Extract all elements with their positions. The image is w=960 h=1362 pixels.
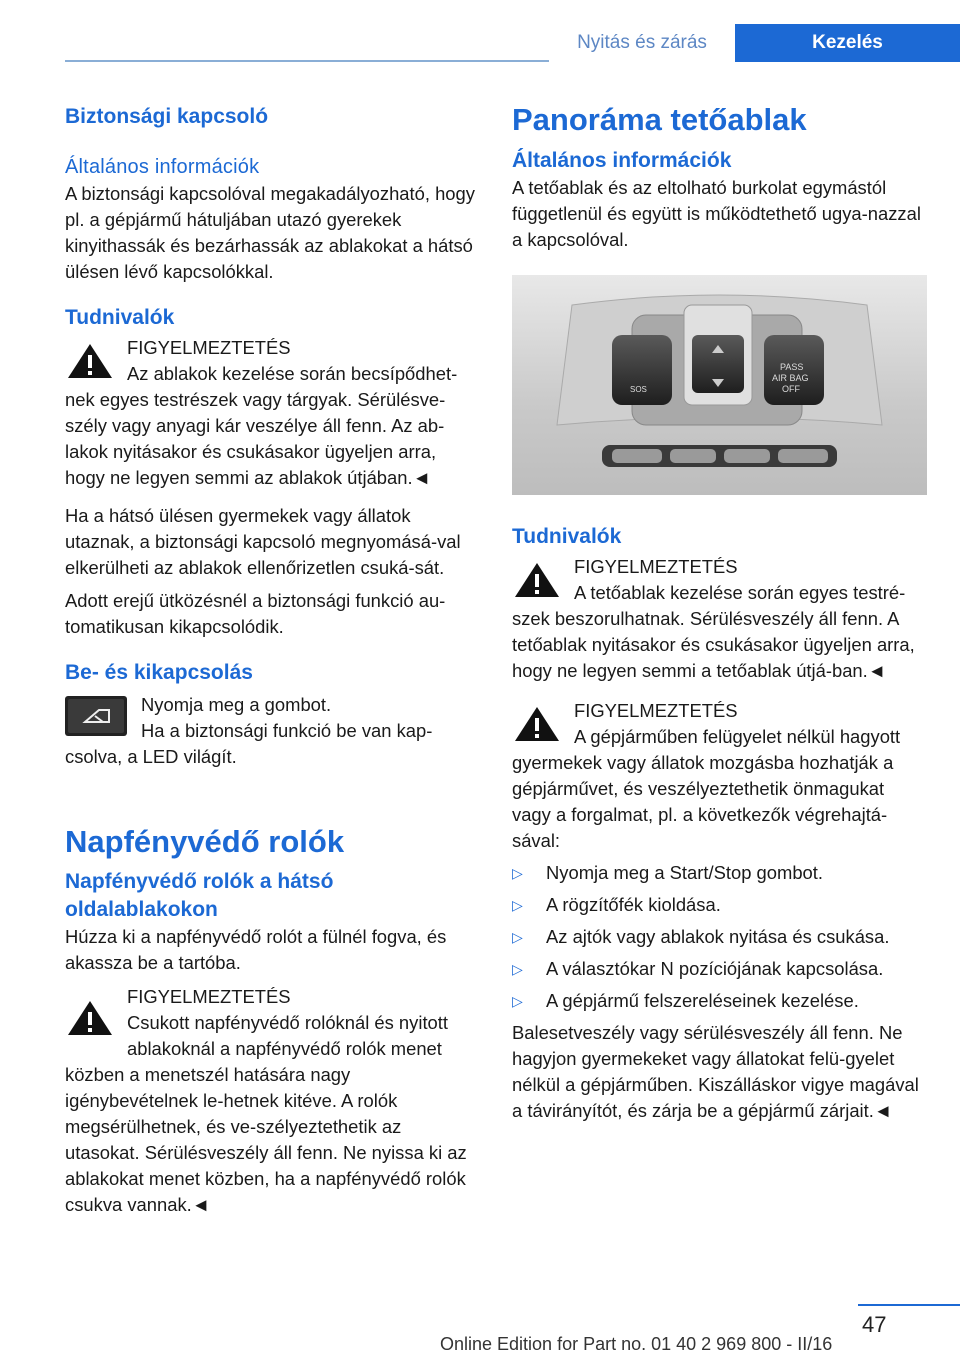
- heading-sun-blinds-rear: Napfényvédő rolók a hátsó oldalablakokon: [65, 870, 334, 921]
- list-item: [512, 988, 927, 1014]
- warning-block: [512, 698, 927, 854]
- header-chapter-tab: Kezelés: [735, 24, 960, 62]
- warning-text: Az ablakok kezelése során becsípődhet-nek egyes testrészek vagy tárgyak. Sérülésve-szély vagy anyagi kár veszélye áll fenn. Az ab-lakok nyitásakor és csukásakor ügyeljen arra, hogy ne legyen semmi az ablakok útjában.◄: [65, 363, 458, 488]
- heading-on-off: Be- és kikapcsolás: [65, 661, 253, 684]
- pass-label: PASS: [780, 362, 804, 372]
- warning-text: A gépjárműben felügyelet nélkül hagyott gyermekek vagy állatok mozgásba hozhatják a gépjárművet, és veszélyeztethetik önmagukat vagy a forgalmat, pl. a következők végrehajtá-sával:: [512, 726, 901, 851]
- heading-safety-switch: Biztonsági kapcsoló: [65, 105, 269, 128]
- page-number: 47: [862, 1312, 887, 1337]
- warning-title: FIGYELMEZTETÉS: [127, 337, 291, 358]
- warning-title: FIGYELMEZTETÉS: [127, 986, 291, 1007]
- roof-switch-photo: [512, 275, 927, 495]
- warning-triangle-icon: [65, 341, 115, 381]
- warning-block: [65, 335, 480, 491]
- list-item-text: A választókar N pozíciójának kapcsolása.: [546, 958, 884, 979]
- paragraph-children: Ha a hátsó ülésen gyermekek vagy állatok utaznak, a biztonsági kapcsoló megnyomásá-val elkerülheti az ablakok ellenőrizetlen csuká-sát.: [65, 505, 461, 578]
- left-column: [65, 100, 480, 1218]
- onoff-step2: Ha a biztonsági funkció be van kap-csolva, a LED világít.: [65, 720, 433, 767]
- bullet-triangle-icon: ▷: [512, 897, 523, 913]
- list-item: [512, 956, 927, 982]
- bullet-triangle-icon: ▷: [512, 929, 523, 945]
- list-item-text: A gépjármű felszereléseinek kezelése.: [546, 990, 859, 1011]
- paragraph-general: A tetőablak és az eltolható burkolat egymástól függetlenül és együtt is működtethető ugya-nazzal a kapcsolóval.: [512, 177, 921, 250]
- bullet-list: [512, 860, 927, 1014]
- heading-general-info: Általános információk: [65, 156, 260, 178]
- bullet-triangle-icon: ▷: [512, 993, 523, 1009]
- heading-notes: Tudnivalók: [512, 525, 622, 548]
- paragraph-sun-blinds: Húzza ki a napfényvédő rolót a fülnél fogva, és akassza be a tartóba.: [65, 926, 447, 973]
- warning-triangle-icon: [512, 704, 562, 744]
- warning-text: Csukott napfényvédő rolóknál és nyitott ablakoknál a napfényvédő rolók menet közben a menetszél hatására nagy igénybevételnek le-hetnek kitéve. A rolók megsérülhetnek, és ve-szélyeztethetik az utasokat. Sérülésveszély áll fenn. Ne nyissa ki az ablakokat menet közben, ha a napfényvédő rolók csukva vannak.◄: [65, 1012, 467, 1215]
- switch-instruction: [65, 692, 480, 770]
- off-label: OFF: [782, 384, 800, 394]
- list-item: [512, 924, 927, 950]
- bullet-triangle-icon: ▷: [512, 961, 523, 977]
- onoff-step1: Nyomja meg a gombot.: [141, 694, 332, 715]
- heading-sun-blinds: Napfényvédő rolók: [65, 824, 345, 859]
- footer-rule: [858, 1304, 960, 1306]
- list-item-text: Az ajtók vagy ablakok nyitása és csukása.: [546, 926, 890, 947]
- heading-notes: Tudnivalók: [65, 306, 175, 329]
- header-section-tab: Nyitás és zárás: [549, 24, 735, 62]
- list-item-text: A rögzítőfék kioldása.: [546, 894, 721, 915]
- bullet-triangle-icon: ▷: [512, 865, 523, 881]
- sos-label: SOS: [630, 385, 647, 394]
- window-lock-switch-icon: [65, 696, 127, 736]
- right-column: [512, 100, 927, 1124]
- warning-title: FIGYELMEZTETÉS: [574, 700, 738, 721]
- overhead-console-illustration: [512, 275, 927, 495]
- warning-block: [512, 554, 927, 684]
- edition-footer: Online Edition for Part no. 01 40 2 969 800 - II/16: [440, 1334, 833, 1354]
- warning-text: A tetőablak kezelése során egyes testré-szek beszorulhatnak. Sérülésveszély áll fenn. A tetőablak nyitásakor és csukásakor ügyeljen arra, hogy ne legyen semmi a tetőablak útjá-ban.◄: [512, 582, 915, 681]
- list-item: [512, 860, 927, 886]
- list-item-text: Nyomja meg a Start/Stop gombot.: [546, 862, 824, 883]
- heading-general-info: Általános információk: [512, 149, 732, 172]
- paragraph-accident: Balesetveszély vagy sérülésveszély áll fenn. Ne hagyjon gyermekeket vagy állatokat felü-gyelet nélkül a gépjárműben. Kiszálláskor vigye magával a távirányítót, és zárja be a gépjármű zárjait.◄: [512, 1022, 919, 1121]
- warning-triangle-icon: [65, 998, 115, 1038]
- warning-block: [65, 984, 480, 1218]
- airbag-label: AIR BAG: [772, 373, 809, 383]
- heading-panorama-roof: Panoráma tetőablak: [512, 102, 807, 137]
- warning-title: FIGYELMEZTETÉS: [574, 556, 738, 577]
- warning-triangle-icon: [512, 560, 562, 600]
- paragraph-general: A biztonsági kapcsolóval megakadályozható, hogy pl. a gépjármű hátuljában utazó gyerekek kinyithassák és bezárhassák az ablakokat a hátsó ülésen lévő kapcsolókkal.: [65, 183, 475, 282]
- paragraph-collision: Adott erejű ütközésnél a biztonsági funkció au-tomatikusan kikapcsolódik.: [65, 590, 446, 637]
- list-item: [512, 892, 927, 918]
